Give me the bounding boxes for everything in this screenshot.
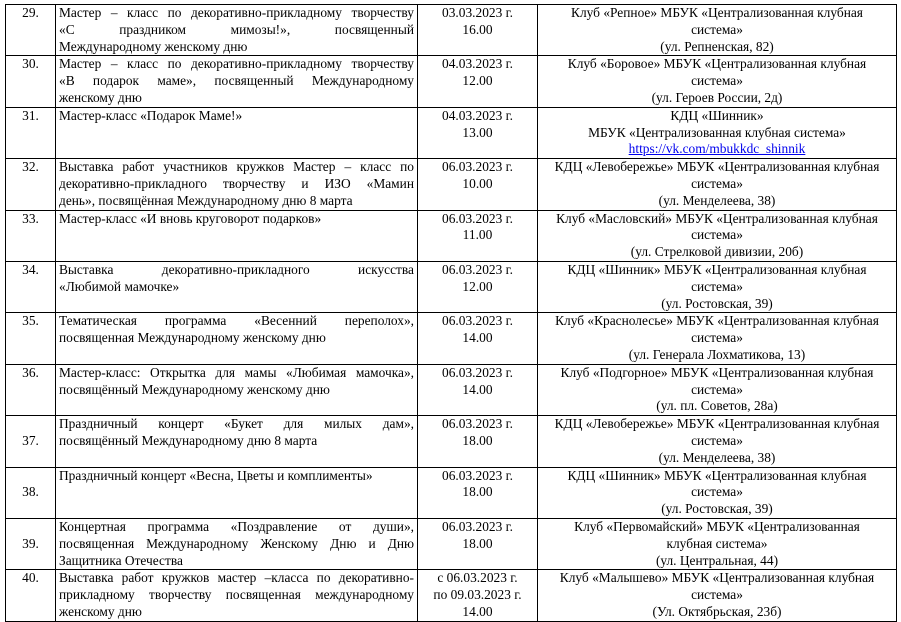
table-row xyxy=(6,313,897,364)
event-place: Клуб «Масловский» МБУК «Централизованная клубная система» (ул. Стрелковой дивизии, 20б) xyxy=(538,210,897,261)
event-place: КДЦ «Шинник» МБУК «Централизованная клубная система» https://vk.com/mbukkdc_shinnik xyxy=(538,107,897,158)
event-place: Клуб «Боровое» МБУК «Централизованная клубная система» (ул. Героев России, 2д) xyxy=(538,56,897,107)
table-row xyxy=(6,107,897,158)
event-title: Праздничный концерт «Букет для милых дам», посвящённый Международному дню 8 марта xyxy=(56,416,418,467)
event-place: Клуб «Репное» МБУК «Централизованная клубная система» (ул. Репненская, 82) xyxy=(538,5,897,56)
event-title: Концертная программа «Поздравление от души», посвященная Международному Женскому Дню и Дню Защитника Отечества xyxy=(56,518,418,569)
table-row xyxy=(6,210,897,261)
event-title: Тематическая программа «Весенний переполох», посвященная Международному женскому дню xyxy=(56,313,418,364)
event-date: 06.03.2023 г. 18.00 xyxy=(418,467,538,518)
event-title: Мастер-класс: Открытка для мамы «Любимая мамочка», посвящённый Международному женскому дню xyxy=(56,364,418,415)
event-title: Мастер-класс «Подарок Маме!» xyxy=(56,107,418,158)
table-row xyxy=(6,159,897,210)
row-number: 36. xyxy=(6,364,56,415)
event-date: 06.03.2023 г. 12.00 xyxy=(418,261,538,312)
event-date: 06.03.2023 г. 11.00 xyxy=(418,210,538,261)
event-place: Клуб «Малышево» МБУК «Централизованная клубная система» (Ул. Октябрьская, 23б) xyxy=(538,570,897,621)
event-title: Выставка работ кружков мастер –класса по декоративно- прикладному творчеству посвященная международному женскому дню xyxy=(56,570,418,621)
table-row xyxy=(6,416,897,467)
event-date: 06.03.2023 г. 18.00 xyxy=(418,416,538,467)
table-row xyxy=(6,56,897,107)
event-date: 06.03.2023 г. 10.00 xyxy=(418,159,538,210)
row-number: 33. xyxy=(6,210,56,261)
event-place: КДЦ «Левобережье» МБУК «Централизованная клубная система» (ул. Менделеева, 38) xyxy=(538,416,897,467)
event-place: Клуб «Первомайский» МБУК «Централизованная клубная система» (ул. Центральная, 44) xyxy=(538,518,897,569)
table-row xyxy=(6,364,897,415)
event-title: Мастер – класс по декоративно-прикладному творчеству «С праздником мимозы!», посвященный Международному женскому дню xyxy=(56,5,418,56)
events-document xyxy=(5,4,896,622)
table-row xyxy=(6,261,897,312)
row-number: 32. xyxy=(6,159,56,210)
vk-link[interactable]: https://vk.com/mbukkdc_shinnik xyxy=(628,141,806,157)
event-date: с 06.03.2023 г. по 09.03.2023 г. 14.00 xyxy=(418,570,538,621)
event-title: Праздничный концерт «Весна, Цветы и комплименты» xyxy=(56,467,418,518)
row-number: 31. xyxy=(6,107,56,158)
row-number: 29. xyxy=(6,5,56,56)
event-place: Клуб «Краснолесье» МБУК «Централизованная клубная система» (ул. Генерала Лохматикова, 13) xyxy=(538,313,897,364)
event-place: КДЦ «Левобережье» МБУК «Централизованная клубная система» (ул. Менделеева, 38) xyxy=(538,159,897,210)
events-table xyxy=(5,4,897,622)
row-number: 30. xyxy=(6,56,56,107)
event-date: 06.03.2023 г. 14.00 xyxy=(418,313,538,364)
row-number: 38. xyxy=(6,467,56,518)
row-number: 40. xyxy=(6,570,56,621)
row-number: 39. xyxy=(6,518,56,569)
row-number: 34. xyxy=(6,261,56,312)
row-number: 37. xyxy=(6,416,56,467)
event-title: Мастер-класс «И вновь круговорот подарков» xyxy=(56,210,418,261)
event-title: Выставка работ участников кружков Мастер – класс по декоративно-прикладного творчеству и ИЗО «Мамин день», посвящённая Международному дню 8 марта xyxy=(56,159,418,210)
table-row xyxy=(6,467,897,518)
table-row xyxy=(6,518,897,569)
event-date: 06.03.2023 г. 18.00 xyxy=(418,518,538,569)
table-row xyxy=(6,5,897,56)
event-title: Выставка декоративно-прикладного искусства «Любимой мамочке» xyxy=(56,261,418,312)
event-date: 04.03.2023 г. 12.00 xyxy=(418,56,538,107)
table-row xyxy=(6,570,897,621)
event-place: КДЦ «Шинник» МБУК «Централизованная клубная система» (ул. Ростовская, 39) xyxy=(538,467,897,518)
event-date: 06.03.2023 г. 14.00 xyxy=(418,364,538,415)
event-date: 03.03.2023 г. 16.00 xyxy=(418,5,538,56)
event-place: Клуб «Подгорное» МБУК «Централизованная клубная система» (ул. пл. Советов, 28а) xyxy=(538,364,897,415)
event-place: КДЦ «Шинник» МБУК «Централизованная клубная система» (ул. Ростовская, 39) xyxy=(538,261,897,312)
row-number: 35. xyxy=(6,313,56,364)
event-date: 04.03.2023 г. 13.00 xyxy=(418,107,538,158)
event-title: Мастер – класс по декоративно-прикладному творчеству «В подарок маме», посвященный Международному женскому дню xyxy=(56,56,418,107)
